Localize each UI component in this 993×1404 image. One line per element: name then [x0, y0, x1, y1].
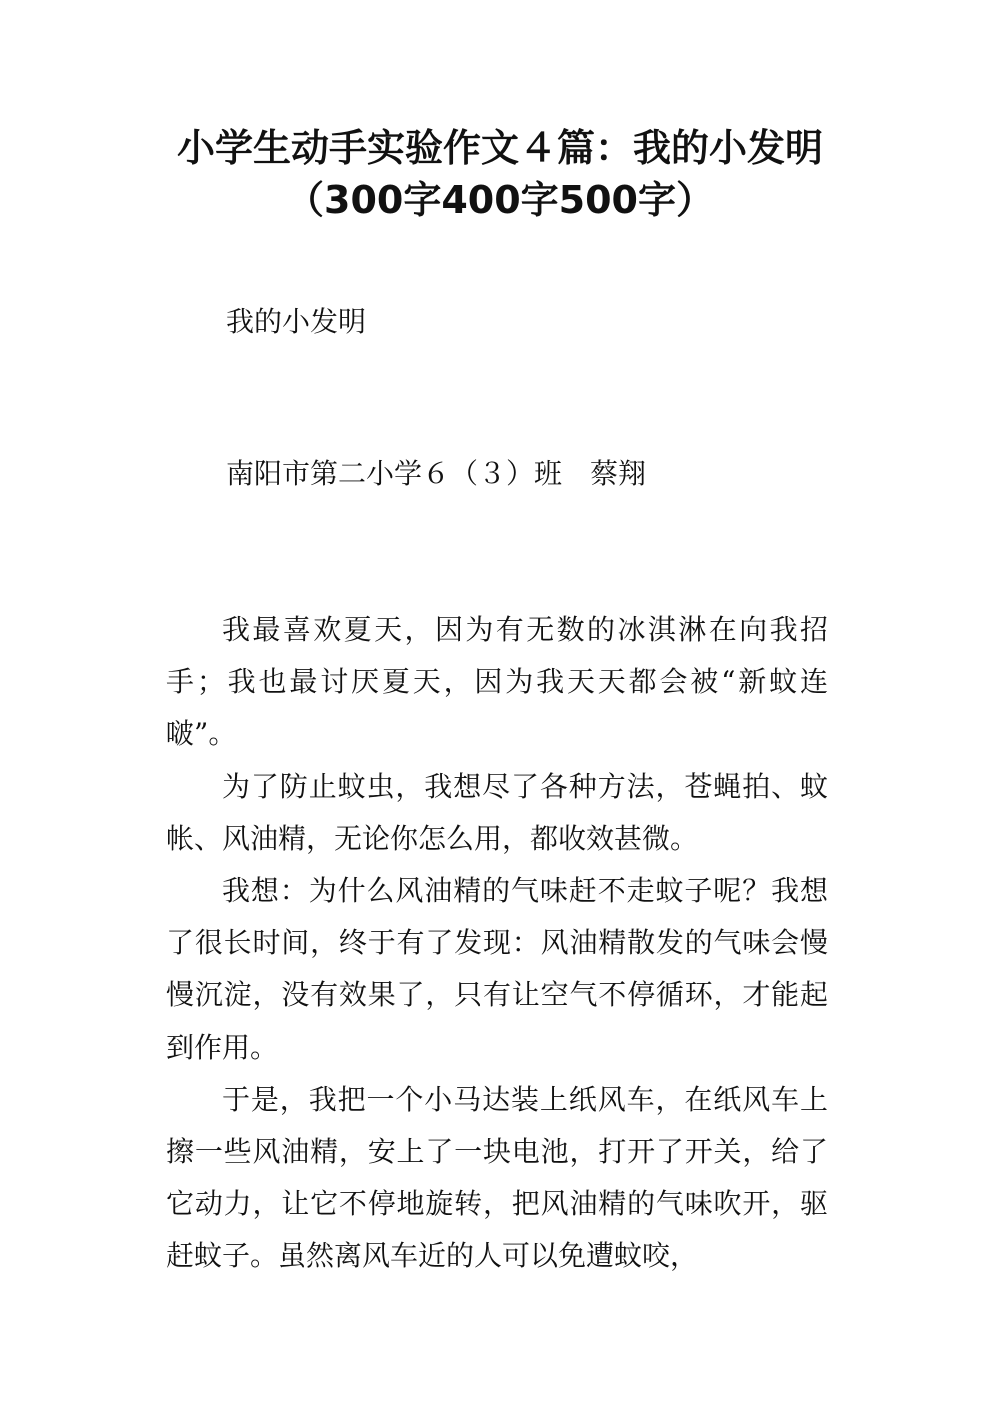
paragraph: 我想：为什么风油精的气味赶不走蚊子呢？我想了很长时间，终于有了发现：风油精散发的气味会慢慢沉淀，没有效果了，只有让空气不停循环，才能起到作用。	[166, 874, 828, 1064]
paragraph: 于是，我把一个小马达装上纸风车，在纸风车上擦一些风油精，安上了一块电池，打开了开关，给了它动力，让它不停地旋转，把风油精的气味吹开，驱赶蚊子。虽然离风车近的人可以免遭蚊咬，	[166, 1082, 828, 1273]
paragraph: 为了防止蚊虫，我想尽了各种方法，苍蝇拍、蚊帐、风油精，无论你怎么用，都收效甚微。	[166, 769, 828, 855]
document-title: 小学生动手实验作文４篇：我的小发明（300字400字500字）	[176, 126, 823, 222]
essay-body	[166, 604, 828, 1283]
author-byline: 南阳市第二小学６（３）班 蔡翔	[226, 457, 647, 490]
essay-subtitle: 我的小发明	[226, 305, 367, 338]
paragraph: 我最喜欢夏天，因为有无数的冰淇淋在向我招手；我也最讨厌夏天，因为我天天都会被“新蚊连啵”。	[166, 613, 828, 751]
